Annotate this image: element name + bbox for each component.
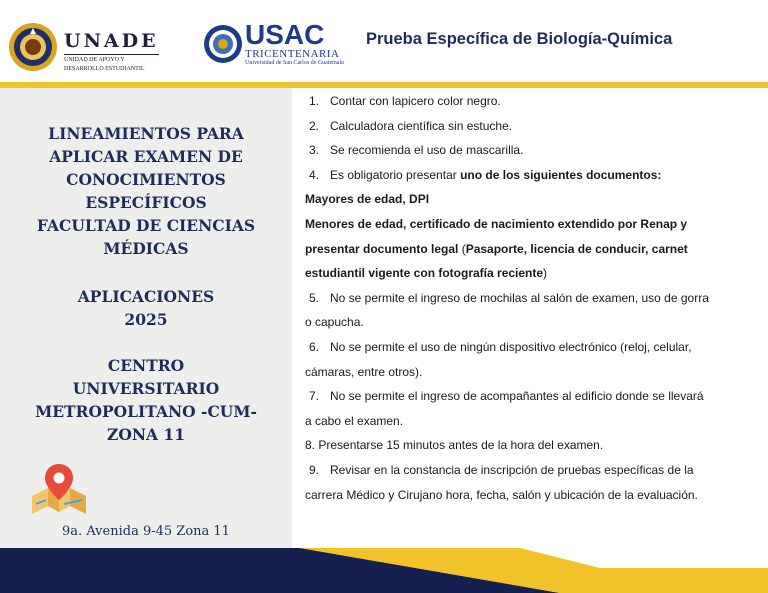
item-number: 7. — [309, 389, 320, 404]
list-item-continuation: Menores de edad, certificado de nacimiento extendido por Renap y — [305, 216, 688, 231]
list-item-continuation — [305, 237, 745, 262]
item-number: 5. — [309, 290, 320, 305]
usac-brand — [245, 19, 344, 67]
item-number: 6. — [309, 339, 320, 354]
centro-line: CENTRO — [107, 356, 185, 375]
item-text: Revisar en la constancia de inscripción de pruebas específicas de la — [330, 462, 694, 477]
footer-decoration — [0, 548, 768, 593]
list-item — [305, 335, 745, 360]
centro-line: UNIVERSITARIO — [72, 379, 220, 398]
item-text: Es obligatorio presentar — [330, 167, 461, 182]
title-line: ESPECÍFICOS — [85, 193, 207, 212]
unade-emblem-icon — [8, 22, 58, 72]
list-item: 8. Presentarse 15 minutos antes de la hora del examen. — [305, 438, 604, 453]
item-text-bold: Pasaporte, licencia de conducir, carnet — [465, 241, 688, 256]
usac-title: USAC — [245, 19, 325, 50]
list-item — [305, 138, 745, 163]
page-title: Prueba Específica de Biología-Química — [366, 30, 673, 48]
title-line: APLICAR EXAMEN DE — [49, 147, 243, 166]
header — [0, 0, 768, 82]
list-item-continuation: Mayores de edad, DPI — [305, 192, 430, 207]
guidelines-list — [305, 89, 745, 507]
apps-line: APLICACIONES — [77, 287, 215, 306]
title-line: LINEAMIENTOS PARA — [48, 124, 244, 143]
list-item — [305, 384, 745, 409]
item-text: No se permite el ingreso de acompañantes al edificio donde se llevará — [330, 389, 704, 404]
list-item-continuation: carrera Médico y Cirujano hora, fecha, salón y ubicación de la evaluación. — [305, 487, 698, 502]
unade-subtitle-1: UNIDAD DE APOYO Y — [64, 57, 125, 63]
title-line: FACULTAD DE CIENCIAS — [36, 216, 256, 235]
item-text: No se permite el ingreso de mochilas al salón de examen, uso de gorra — [330, 290, 709, 305]
usac-tricentenaria: TRICENTENARIA — [245, 48, 340, 60]
item-text: Calculadora científica sin estuche. — [330, 118, 513, 133]
address: 9a. Avenida 9-45 Zona 11 — [62, 524, 230, 539]
centro-line: ZONA 11 — [107, 425, 185, 444]
title-line: CONOCIMIENTOS — [66, 170, 226, 189]
usac-seal-icon — [203, 24, 243, 64]
applications-year — [6, 285, 286, 331]
guidelines-title — [6, 122, 286, 260]
item-text-bold: estudiantil vigente con fotografía reciente — [305, 266, 544, 281]
left-panel — [0, 88, 292, 548]
unade-brand — [64, 30, 159, 73]
item-text: Contar con lapicero color negro. — [330, 94, 501, 108]
list-item — [305, 114, 745, 139]
list-item-continuation: cámaras, entre otros). — [305, 364, 423, 379]
title-line: MÉDICAS — [103, 239, 189, 258]
list-item-continuation: o capucha. — [305, 315, 364, 330]
item-number: 9. — [309, 462, 320, 477]
item-number: 4. — [309, 167, 320, 182]
item-number: 1. — [309, 94, 320, 108]
item-number: 3. — [309, 143, 320, 158]
item-text: No se permite el uso de ningún dispositivo electrónico (reloj, celular, — [330, 339, 692, 354]
map-pin-icon — [28, 460, 90, 518]
item-text: ) — [543, 266, 548, 281]
usac-subtitle: Universidad de San Carlos de Guatemala — [245, 60, 344, 66]
item-number: 2. — [309, 118, 320, 133]
item-text: ( — [461, 241, 466, 256]
unade-title: UNADE — [64, 30, 159, 55]
item-text-bold: uno de los siguientes documentos: — [460, 167, 662, 182]
unade-subtitle-2: DESARROLLO ESTUDIANTIL — [64, 66, 145, 72]
list-item — [305, 89, 745, 114]
list-item — [305, 458, 745, 483]
apps-line: 2025 — [124, 310, 168, 329]
list-item — [305, 286, 745, 311]
centro-line: METROPOLITANO -CUM- — [35, 402, 257, 421]
center-name — [6, 354, 286, 446]
list-item-continuation: a cabo el examen. — [305, 413, 404, 428]
item-text-bold: presentar documento legal — [305, 241, 462, 256]
list-item-continuation — [305, 261, 745, 286]
item-text: Se recomienda el uso de mascarilla. — [330, 143, 524, 158]
list-item — [305, 163, 745, 188]
